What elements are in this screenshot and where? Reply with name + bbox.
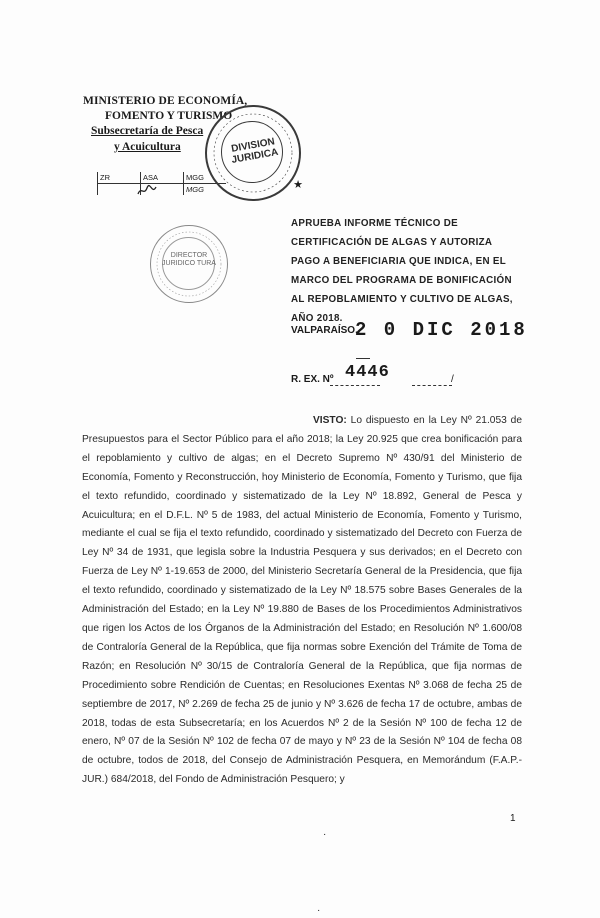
visa-mark: MGG bbox=[184, 184, 227, 196]
rex-number: 4446 bbox=[345, 363, 390, 382]
visa-col-2: ASA bbox=[141, 172, 184, 184]
visa-cell-empty bbox=[98, 184, 141, 196]
director-juridico-stamp bbox=[150, 225, 228, 303]
division-juridica-stamp bbox=[205, 105, 301, 201]
page-number: 1 bbox=[510, 813, 516, 824]
resolution-title: APRUEBA INFORME TÉCNICO DE CERTIFICACIÓN DE ALGAS Y AUTORIZA PAGO A BENEFICIARIA QUE INDICA, EN EL MARCO DEL PROGRAMA DE BONIFICACIÓN AL REPOBLAMIENTO Y CULTIVO DE ALGAS, AÑO 2018. bbox=[291, 218, 513, 324]
ministry-line-1: MINISTERIO DE ECONOMÍA, bbox=[83, 95, 248, 107]
visto-paragraph bbox=[82, 412, 522, 790]
scan-speck: · bbox=[323, 829, 327, 840]
stamp-ring-text-icon bbox=[207, 107, 299, 199]
ministry-line-2: FOMENTO Y TURISMO bbox=[105, 110, 233, 122]
initials-signature-icon bbox=[136, 184, 158, 198]
rex-label: R. EX. Nº bbox=[291, 374, 334, 385]
number-tick-mark bbox=[356, 358, 370, 359]
visa-col-1: ZR bbox=[98, 172, 141, 184]
subsecretaria-line-1: Subsecretaría de Pesca bbox=[91, 125, 204, 137]
visto-text: Lo dispuesto en la Ley Nº 21.053 de Presupuestos para el Sector Público para el año 2018; la Ley 20.925 que crea bonificación para el repoblamiento y cultivo de algas; en el Decreto Supremo Nº 430/91 del Ministerio de Economía, Fomento y Reconstrucción, hoy Ministerio de Economía, Fomento y Turismo, que fija el texto refundido, coordinado y sistematizado de la Ley Nº 18.892, General de Pesca y Acuicultura; en el D.F.L. Nº 5 de 1983, del actual Ministerio de Economía, Fomento y Turismo, mediante el cual se fija el texto refundido, coordinado y sistematizado del Decreto con Fuerza de Ley Nº 34 de 1931, que legisla sobre la Industria Pesquera y sus derivados; en el Decreto con Fuerza de Ley Nº 1-19.653 de 2000, del Ministerio Secretaría General de la Presidencia, que fija el texto refundido, coordinado y sistematizado de la Ley Nº 18.575 sobre Bases Generales de la Administración del Estado; en la Ley Nº 19.880 de Bases de los Procedimientos Administrativos que rigen los Actos de los Órganos de la Administración del Estado; en Resolución Nº 1.600/08 de Contraloría General de la República, que fija normas sobre Exención del Trámite de Toma de Razón; en Resolución Nº 30/15 de Contraloría General de la República, que fija normas de Procedimiento sobre Rendición de Cuentas; en Resoluciones Exentas Nº 3.068 de fecha 25 de septiembre de 2017, Nº 2.269 de fecha 25 de junio y Nº 3.626 de fecha 17 de octubre, ambas de 2018, todas de esta Subsecretaría; en los Acuerdos Nº 2 de la Sesión Nº 100 de fecha 12 de enero, Nº 07 de la Sesión Nº 102 de fecha 07 de mayo y Nº 23 de la Sesión Nº 104 de fecha 08 de octubre, todos de 2018, del Consejo de Administración Pesquera, en Memorándum (F.A.P.-JUR.) 684/2018, del Fondo de Administración Pesquero; y bbox=[82, 415, 522, 786]
star-icon: ★ bbox=[293, 179, 303, 191]
rex-suffix-line bbox=[412, 385, 452, 386]
visa-col-3: MGG bbox=[184, 172, 227, 184]
stamp-director-text: DIRECTOR JURIDICO TURA bbox=[162, 252, 216, 267]
subsecretaria-line-2: y Acuicultura bbox=[114, 141, 181, 153]
visto-label: VISTO: bbox=[313, 415, 347, 426]
rex-number-line bbox=[330, 385, 380, 386]
rex-slash: / bbox=[451, 374, 454, 385]
place-label: VALPARAÍSO, bbox=[291, 325, 358, 336]
scan-speck: · bbox=[317, 905, 321, 916]
date-stamp: 2 0 DIC 2018 bbox=[355, 319, 528, 341]
stamp-center-text: DIVISION JURIDICA bbox=[230, 136, 280, 166]
